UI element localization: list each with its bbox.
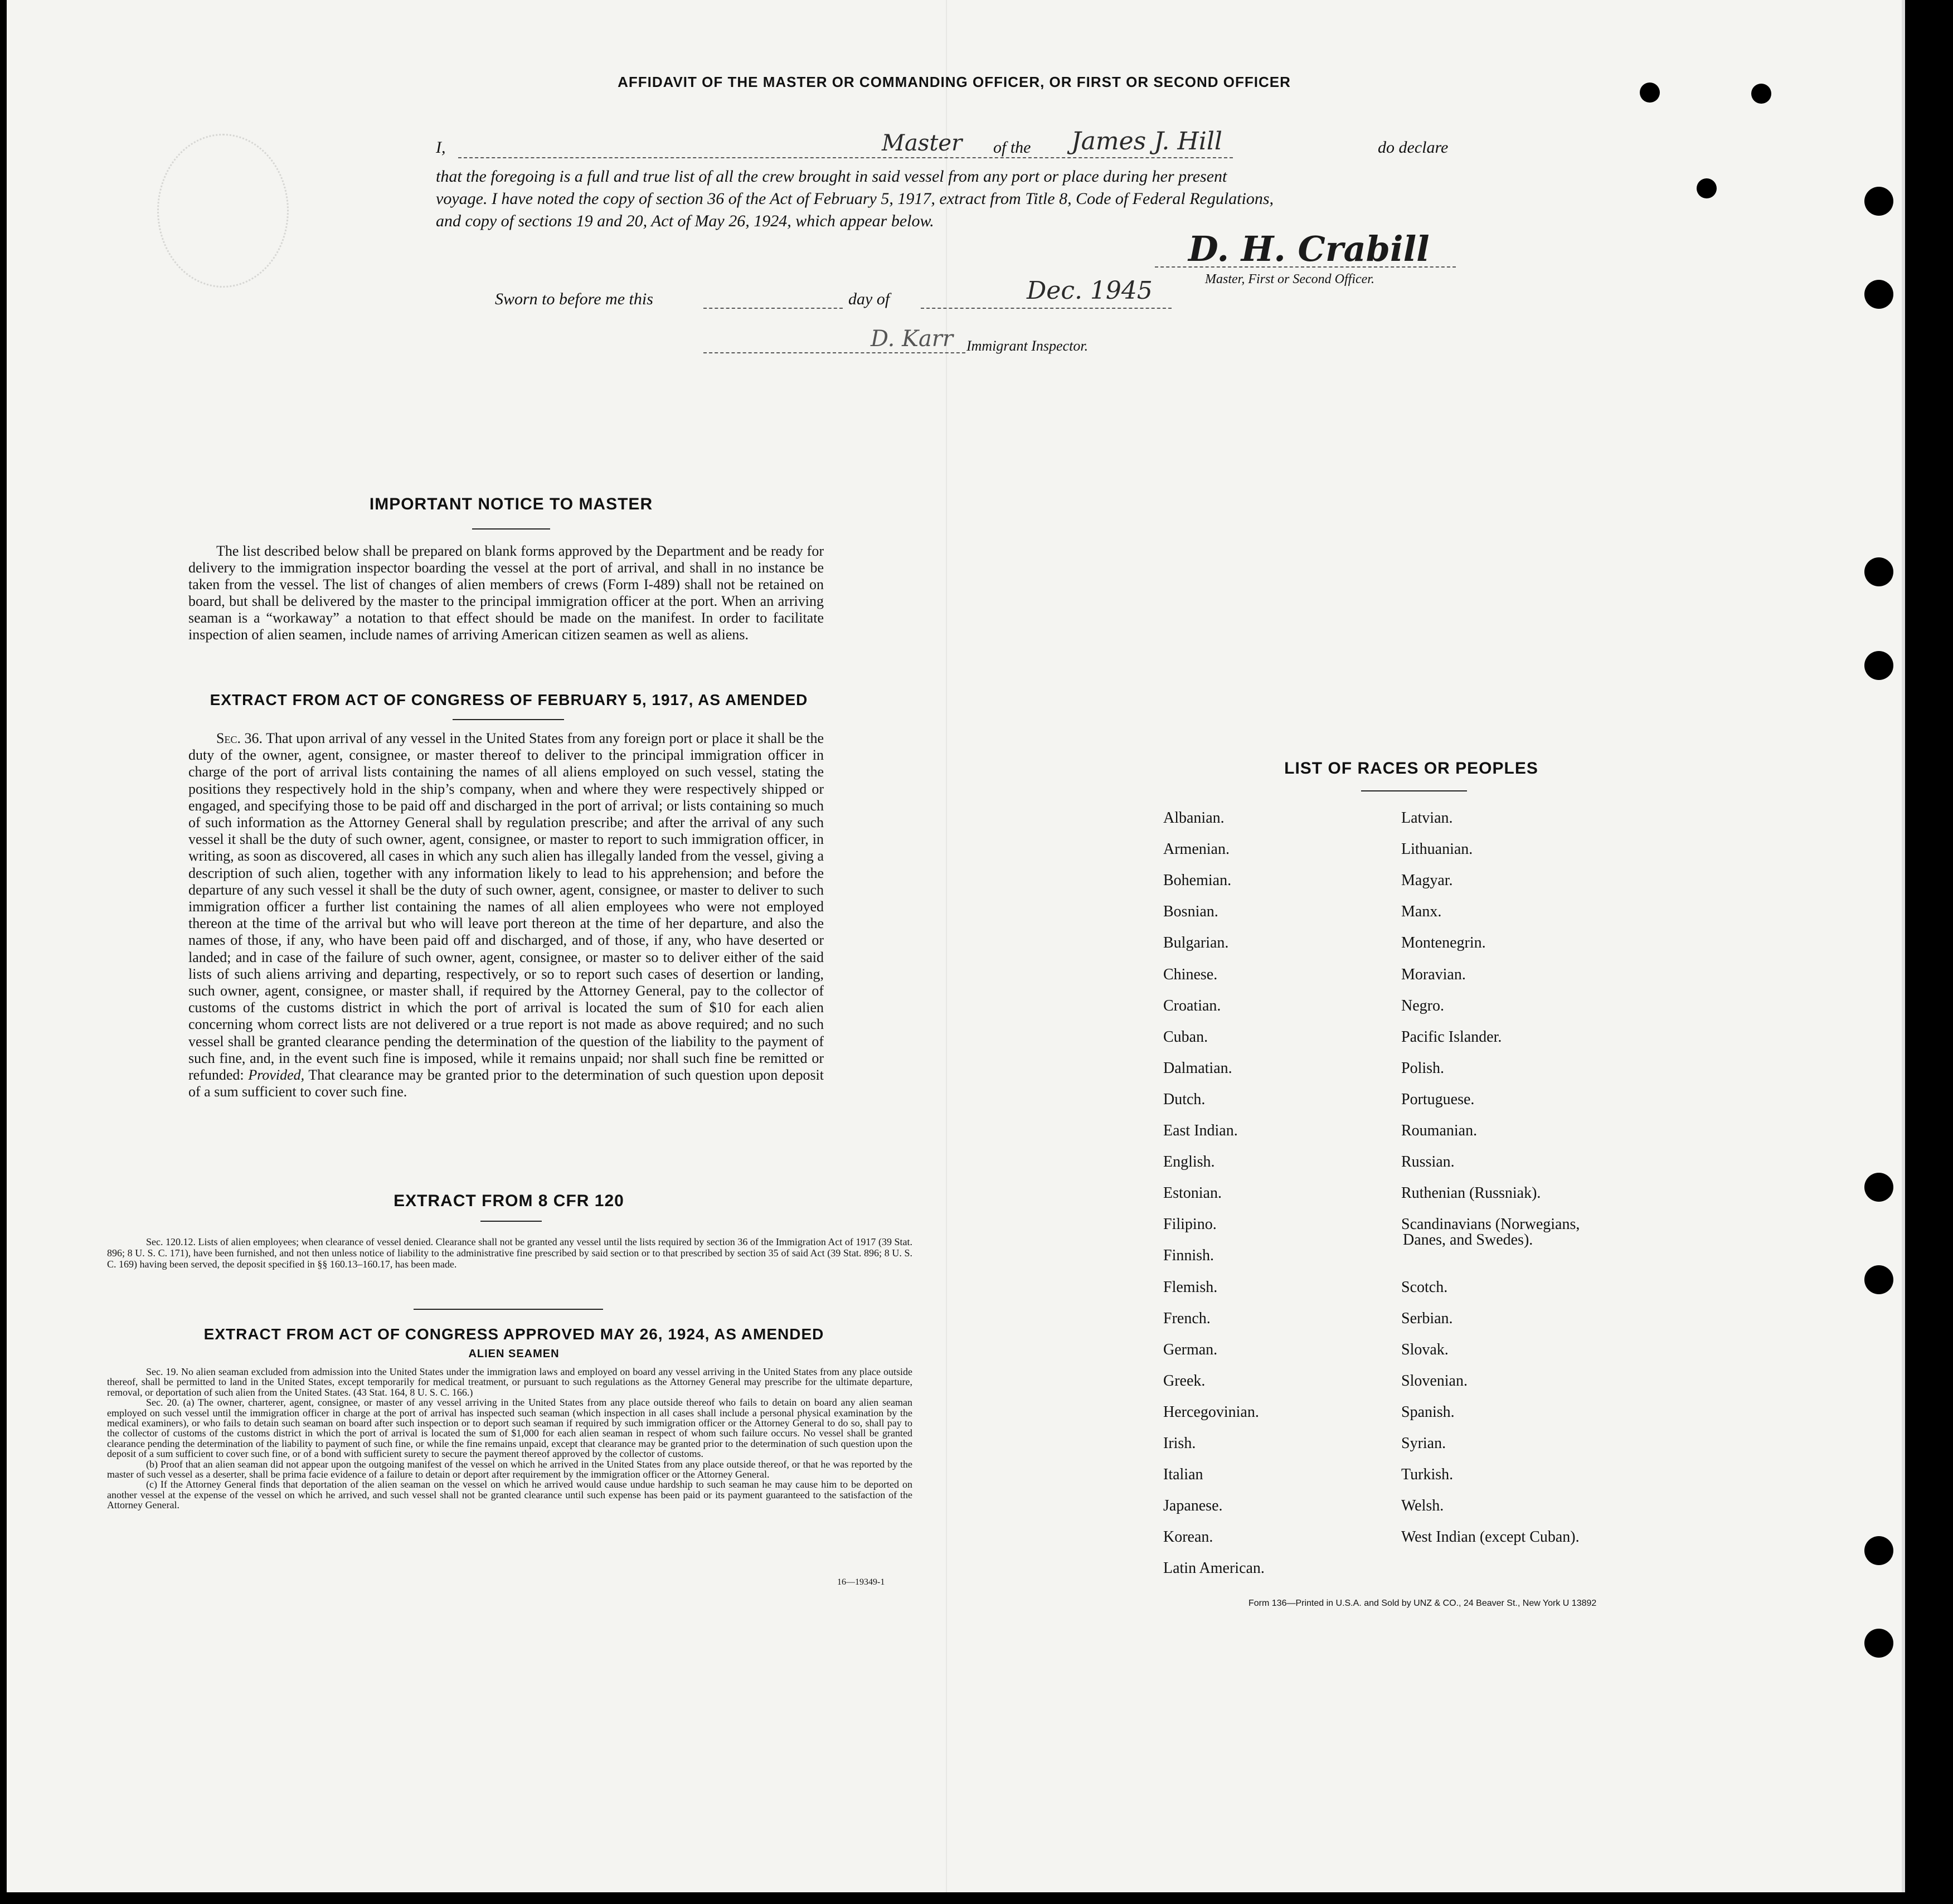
race-item: East Indian. — [1163, 1122, 1238, 1139]
race-item: Chinese. — [1163, 965, 1218, 983]
act1917-text-part1: That upon arrival of any vessel in the United States from any foreign port or place it shall be the duty of the owner, agent, consignee, or master thereof to deliver to the principal immigration officer in charge of the port of arrival lists containing the names of all aliens employed on such vessel, stating the positions they respectively hold in the ship’s company, when and where they were respectively shipped or engaged, and specifying those to be paid off and discharged in the port of arrival; or lists containing so much of such information as the Attorney General shall by regulation prescribe; and after the arrival of any such vessel it shall be the duty of such owner, agent, consignee, or master to report to such immigration officer, in writing, as soon as discovered, all cases in which any such alien has illegally landed from the vessel, giving a description of such alien, together with any information likely to lead to his apprehension; and before the departure of any such vessel it shall be the duty of such owner, agent, consignee, or master to deliver to such immigration officer a further list containing the names of all alien employees who were not employed thereon at the time of the arrival but who will leave port thereon at the time of her departure, and also the names of those, if any, who have been paid off and discharged, and of those, if any, who have deserted or landed; and in case of the failure of such owner, agent, consignee, or master so to deliver either of the said lists of such aliens arriving and departing, respectively, or so to report such cases of desertion or landing, such owner, agent, consignee, or master shall, if required by the Attorney General, pay to the collector of customs of the customs district in which the port of arrival is located the sum of $10 for each alien concerning whom correct lists are not delivered or a true report is not made as above required; and no such vessel shall be granted clearance pending the determination of the question of the liability to the payment of such fine, and, in the event such fine is imposed, while it remains unpaid; nor shall such fine be remitted or refunded: — [188, 730, 824, 1084]
signature-caption: Master, First or Second Officer. — [1205, 272, 1374, 286]
center-fold — [946, 0, 947, 1892]
race-item: Russian. — [1401, 1153, 1455, 1171]
act1917-text-part2: That clearance may be granted prior to the determination of such question upon deposit of a sum sufficient to cover such fine. — [188, 1067, 824, 1100]
affidavit-i: I, — [436, 138, 446, 157]
punch-hole — [1864, 1629, 1893, 1658]
rule — [480, 1221, 542, 1222]
race-item: English. — [1163, 1153, 1215, 1171]
inspector-signature: D. Karr — [871, 326, 954, 352]
provided-text: Provided, — [248, 1067, 305, 1084]
punch-hole — [1864, 187, 1893, 216]
race-item: Moravian. — [1401, 965, 1466, 983]
notice-heading: IMPORTANT NOTICE TO MASTER — [369, 495, 653, 513]
race-item: Cuban. — [1163, 1028, 1208, 1046]
fill-line — [703, 308, 843, 309]
affidavit-title: AFFIDAVIT OF THE MASTER OR COMMANDING OFFICER, OR FIRST OR SECOND OFFICER — [618, 74, 1291, 90]
affidavit-body-3: voyage. I have noted the copy of section 36 of the Act of February 5, 1917, extract from Title 8, Code of Federal Regulations, — [436, 190, 1274, 208]
faded-stamp — [157, 134, 289, 288]
race-item: Flemish. — [1163, 1278, 1218, 1296]
do-declare-text: do declare — [1378, 138, 1449, 157]
punch-hole — [1864, 557, 1893, 586]
race-item: Hercegovinian. — [1163, 1403, 1259, 1421]
race-item: Lithuanian. — [1401, 841, 1473, 858]
punch-hole — [1864, 1265, 1893, 1294]
signature-line — [1155, 266, 1456, 268]
race-item: Turkish. — [1401, 1466, 1454, 1484]
race-item: West Indian (except Cuban). — [1401, 1528, 1580, 1546]
punch-hole — [1864, 1536, 1893, 1565]
race-item: Portuguese. — [1401, 1090, 1475, 1108]
race-item: Bosnian. — [1163, 903, 1218, 921]
act1917-heading: EXTRACT FROM ACT OF CONGRESS OF FEBRUARY 5, 1917, AS AMENDED — [210, 691, 808, 708]
race-item: Albanian. — [1163, 809, 1225, 827]
race-item: Slovak. — [1401, 1340, 1449, 1358]
race-item: Danes, and Swedes). — [1403, 1231, 1533, 1249]
race-item: Bulgarian. — [1163, 934, 1229, 952]
race-item: German. — [1163, 1340, 1218, 1358]
affidavit-line-1 — [436, 127, 1489, 161]
race-item: Slovenian. — [1401, 1372, 1468, 1390]
race-item: Spanish. — [1401, 1403, 1455, 1421]
race-item: Filipino. — [1163, 1216, 1217, 1233]
paper-sheet — [7, 0, 1905, 1892]
section-label: Sec. 36. — [216, 730, 263, 746]
race-item: Italian — [1163, 1466, 1203, 1484]
sworn-text: Sworn to before me this — [495, 290, 653, 308]
rule — [472, 528, 550, 530]
race-item: Finnish. — [1163, 1247, 1214, 1265]
race-item: Syrian. — [1401, 1435, 1446, 1452]
race-item: Scandinavians (Norwegians, — [1401, 1216, 1580, 1233]
day-of-text: day of — [848, 290, 890, 308]
race-item: Latvian. — [1401, 809, 1453, 827]
race-item: Polish. — [1401, 1059, 1445, 1077]
form-printer-line: Form 136—Printed in U.S.A. and Sold by UNZ & CO., 24 Beaver St., New York U 13892 — [1248, 1599, 1597, 1608]
hand-vessel-name: James J. Hill — [1071, 127, 1222, 156]
race-item: Dutch. — [1163, 1090, 1206, 1108]
race-item: Greek. — [1163, 1372, 1206, 1390]
act1924-heading: EXTRACT FROM ACT OF CONGRESS APPROVED MAY 26, 1924, AS AMENDED — [203, 1325, 824, 1343]
fill-line — [703, 352, 965, 353]
cfr-heading: EXTRACT FROM 8 CFR 120 — [393, 1192, 624, 1210]
punch-hole — [1697, 178, 1717, 198]
race-item: Bohemian. — [1163, 872, 1232, 890]
race-item: Armenian. — [1163, 841, 1230, 858]
race-item: Korean. — [1163, 1528, 1213, 1546]
act1924-sec19: Sec. 19. No alien seaman excluded from admission into the United States under the immigration laws and employed on board any vessel arriving in the United States from any place outside thereof, shall be permitted to land in the United States, except temporarily for medical treatment, or pursuant to such regulations as the Attorney General may prescribe for the ultimate departure, removal, or deportation of such alien from the United States. (43 Stat. 164, 8 U. S. C. 166.) — [107, 1366, 912, 1398]
punch-hole — [1864, 651, 1893, 680]
affidavit-body-2: that the foregoing is a full and true list of all the crew brought in said vessel from any port or place during her present — [436, 167, 1227, 186]
race-item: Pacific Islander. — [1401, 1028, 1502, 1046]
rule — [1361, 790, 1467, 791]
race-item: Japanese. — [1163, 1497, 1223, 1515]
notice-text: The list described below shall be prepared on blank forms approved by the Department and be ready for delivery to the immigration inspector boarding the vessel at the port of arrival, and shall in no instance be taken from the vessel. The list of changes of alien members of crews (Form I-489) shall not be retained on board, but shall be delivered by the master to the principal immigration officer at the port. When an arriving seaman is a “workaway” a notation to that effect should be made on the manifest. In order to facilitate inspection of alien seamen, include names of arriving American citizen seamen as well as aliens. — [188, 543, 824, 643]
race-item: Serbian. — [1401, 1309, 1453, 1327]
act1924-sec20a: Sec. 20. (a) The owner, charterer, agent, consignee, or master of any vessel arriving in the United States from any place outside thereof who fails to detain on board any alien seaman employed on such vessel until the immigration officer in charge at the port of arrival has inspected such seaman (which inspection in all cases shall include a personal physical examination by the medical examiners), or who fails to detain such seaman on board after such inspection or to deport such seaman if required by such immigration officer or the Attorney General to do so, shall pay to the collector of customs of the customs district in which the port of arrival is located the sum of $1,000 for each alien seaman in respect of whom such failure occurs. No vessel shall be granted clearance pending the determination of the liability to payment of such fine, or while the fine remains unpaid, except that clearance may be granted prior to the determination of such question upon the deposit of a sum sufficient to cover such fine, or of a bond with sufficient surety to secure the payment thereof approved by the collector of customs. — [107, 1397, 912, 1460]
fill-line — [458, 157, 1233, 158]
hand-date: Dec. 1945 — [1027, 276, 1153, 305]
rule — [453, 719, 564, 720]
punch-hole — [1640, 82, 1660, 103]
race-item: Estonian. — [1163, 1184, 1222, 1202]
punch-hole — [1751, 84, 1771, 104]
race-item: Croatian. — [1163, 997, 1221, 1014]
race-item: Manx. — [1401, 903, 1442, 921]
inspector-caption: Immigrant Inspector. — [966, 338, 1089, 354]
race-item: Scotch. — [1401, 1278, 1448, 1296]
race-item: Irish. — [1163, 1435, 1196, 1452]
race-item: Negro. — [1401, 997, 1444, 1014]
act1924-sec20b: (b) Proof that an alien seaman did not appear upon the outgoing manifest of the vessel on which he arrived in the United States from any place outside thereof, or that he was reported by the master of such vessel as a deserter, shall be prima facie evidence of a failure to detain or deport after requirement by the immigration officer or the Attorney General. — [107, 1458, 912, 1480]
race-item: Latin American. — [1163, 1560, 1265, 1577]
rule — [414, 1309, 603, 1310]
affidavit-body-4: and copy of sections 19 and 20, Act of May 26, 1924, which appear below. — [436, 212, 934, 230]
of-the-text: of the — [993, 138, 1031, 157]
race-item: Magyar. — [1401, 872, 1453, 890]
race-item: Montenegrin. — [1401, 934, 1486, 952]
race-item: Roumanian. — [1401, 1122, 1478, 1139]
fill-line — [921, 308, 1172, 309]
race-item: French. — [1163, 1309, 1211, 1327]
act1924-body — [107, 1367, 912, 1510]
act1917-text — [188, 730, 824, 1100]
act1924-sec20c: (c) If the Attorney General finds that deportation of the alien seaman on the vessel on which he arrived would cause undue hardship to such seaman he may cause him to be deported on another vessel at the expense of the vessel on which he arrived, and such vessel shall not be granted clearance until such expense has been paid or its payment guaranteed to the satisfaction of the Attorney General. — [107, 1479, 912, 1511]
punch-hole — [1864, 280, 1893, 309]
hand-rank: Master — [882, 130, 963, 156]
punch-hole — [1864, 1173, 1893, 1202]
act1924-subheading: ALIEN SEAMEN — [468, 1348, 560, 1360]
form-code: 16—19349-1 — [837, 1577, 885, 1587]
race-item: Dalmatian. — [1163, 1059, 1232, 1077]
races-heading: LIST OF RACES OR PEOPLES — [1284, 759, 1538, 778]
cfr-text: Sec. 120.12. Lists of alien employees; when clearance of vessel denied. Clearance shall not be granted any vessel until the lists required by section 36 of the Immigration Act of 1917 (39 Stat. 896; 8 U. S. C. 171), have been furnished, and not then unless notice of liability to the administrative fine prescribed by said section or to that prescribed by section 35 of said Act (39 Stat. 896; 8 U. S. C. 169) having been served, the deposit specified in §§ 160.13–160.17, has been made. — [107, 1236, 912, 1270]
race-item: Ruthenian (Russniak). — [1401, 1184, 1541, 1202]
race-item: Welsh. — [1401, 1497, 1444, 1515]
officer-signature: D. H. Crabill — [1188, 229, 1430, 269]
